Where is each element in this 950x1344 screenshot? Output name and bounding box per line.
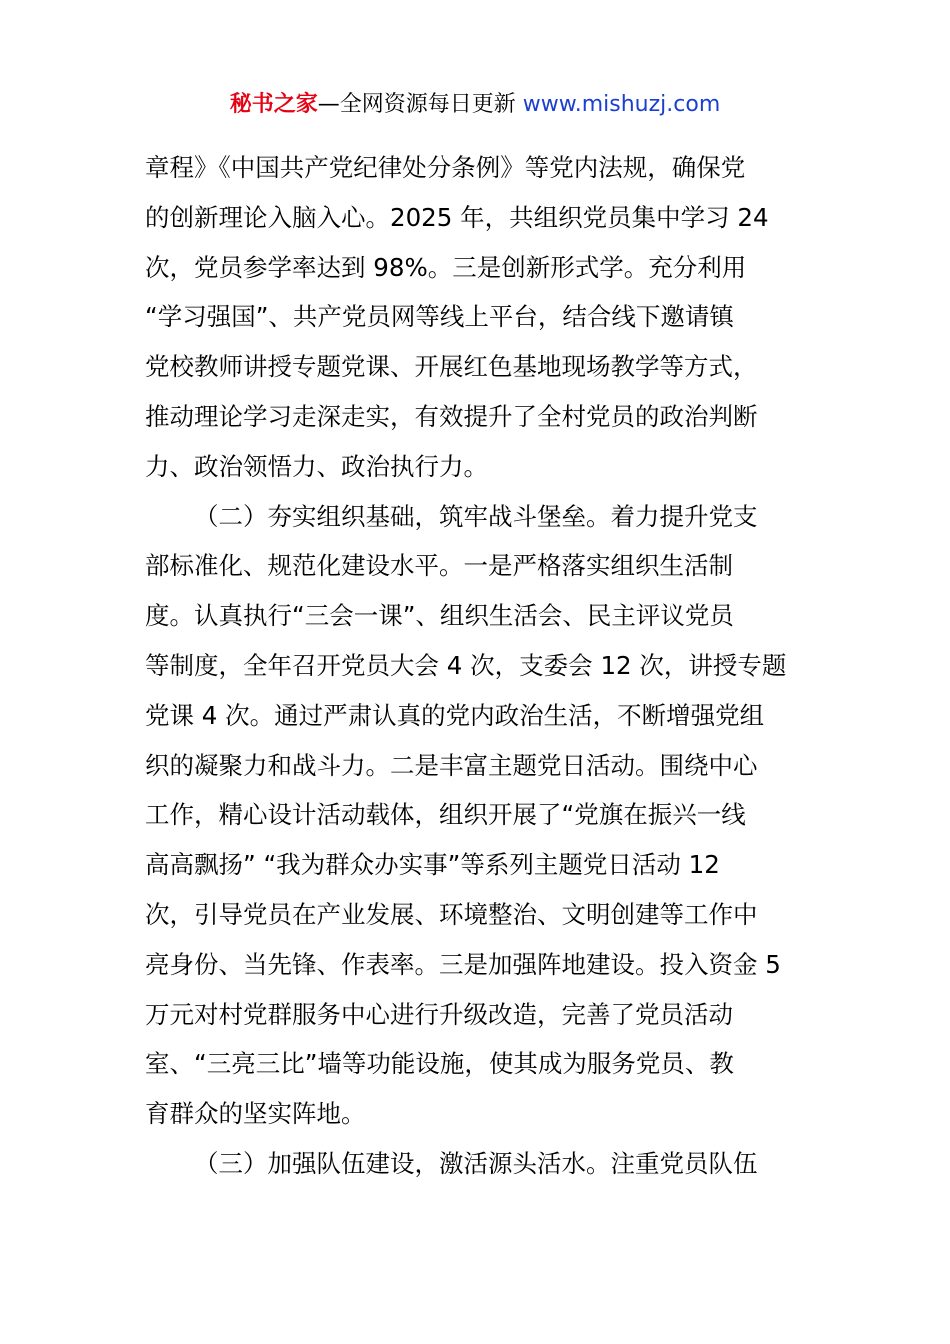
document-body [145,143,810,1189]
header-slogan: —全网资源每日更新 [317,92,523,117]
text-line: 万元对村党群服务中心进行升级改造，完善了党员活动 [145,999,733,1029]
text-line: “学习强国”、共产党员网等线上平台，结合线下邀请镇 [145,302,734,332]
text-line: 党校教师讲授专题党课、开展红色基地现场教学等方式， [145,352,758,382]
text-line: 亮身份、当先锋、作表率。三是加强阵地建设。投入资金 5 [145,949,781,979]
text-line: 等制度，全年召开党员大会 4 次，支委会 12 次，讲授专题 [145,650,787,680]
text-line: 力、政治领悟力、政治执行力。 [145,451,488,481]
text-line: 高高飘扬” “我为群众办实事”等系列主题党日活动 12 [145,850,720,880]
text-line: 推动理论学习走深走实，有效提升了全村党员的政治判断 [145,401,758,431]
section-heading-line: （二）夯实组织基础，筑牢战斗堡垒。着力提升党支 [194,501,758,531]
text-line: 工作，精心设计活动载体，组织开展了“党旗在振兴一线 [145,800,746,830]
text-line: 部标准化、规范化建设水平。一是严格落实组织生活制 [145,551,733,581]
text-line: 室、“三亮三比”墙等功能设施，使其成为服务党员、教 [145,1049,734,1079]
text-line: 次，引导党员在产业发展、环境整治、文明创建等工作中 [145,899,758,929]
brand-name: 秘书之家 [229,92,318,117]
text-line: 育群众的坚实阵地。 [145,1099,366,1129]
page-header [0,88,950,122]
text-line: 党课 4 次。通过严肃认真的党内政治生活，不断增强党组 [145,700,765,730]
text-line: 章程》《中国共产党纪律处分条例》等党内法规，确保党 [145,153,746,182]
section-heading-line: （三）加强队伍建设，激活源头活水。注重党员队伍 [194,1148,758,1178]
text-line: 的创新理论入脑入心。2025 年，共组织党员集中学习 24 [145,202,769,232]
text-line: 次，党员参学率达到 98%。三是创新形式学。充分利用 [145,252,747,282]
text-line: 织的凝聚力和战斗力。二是丰富主题党日活动。围绕中心 [145,750,758,780]
header-url-link[interactable]: www.mishuzj.com [522,92,721,117]
text-line: 度。认真执行“三会一课”、组织生活会、民主评议党员 [145,601,734,631]
